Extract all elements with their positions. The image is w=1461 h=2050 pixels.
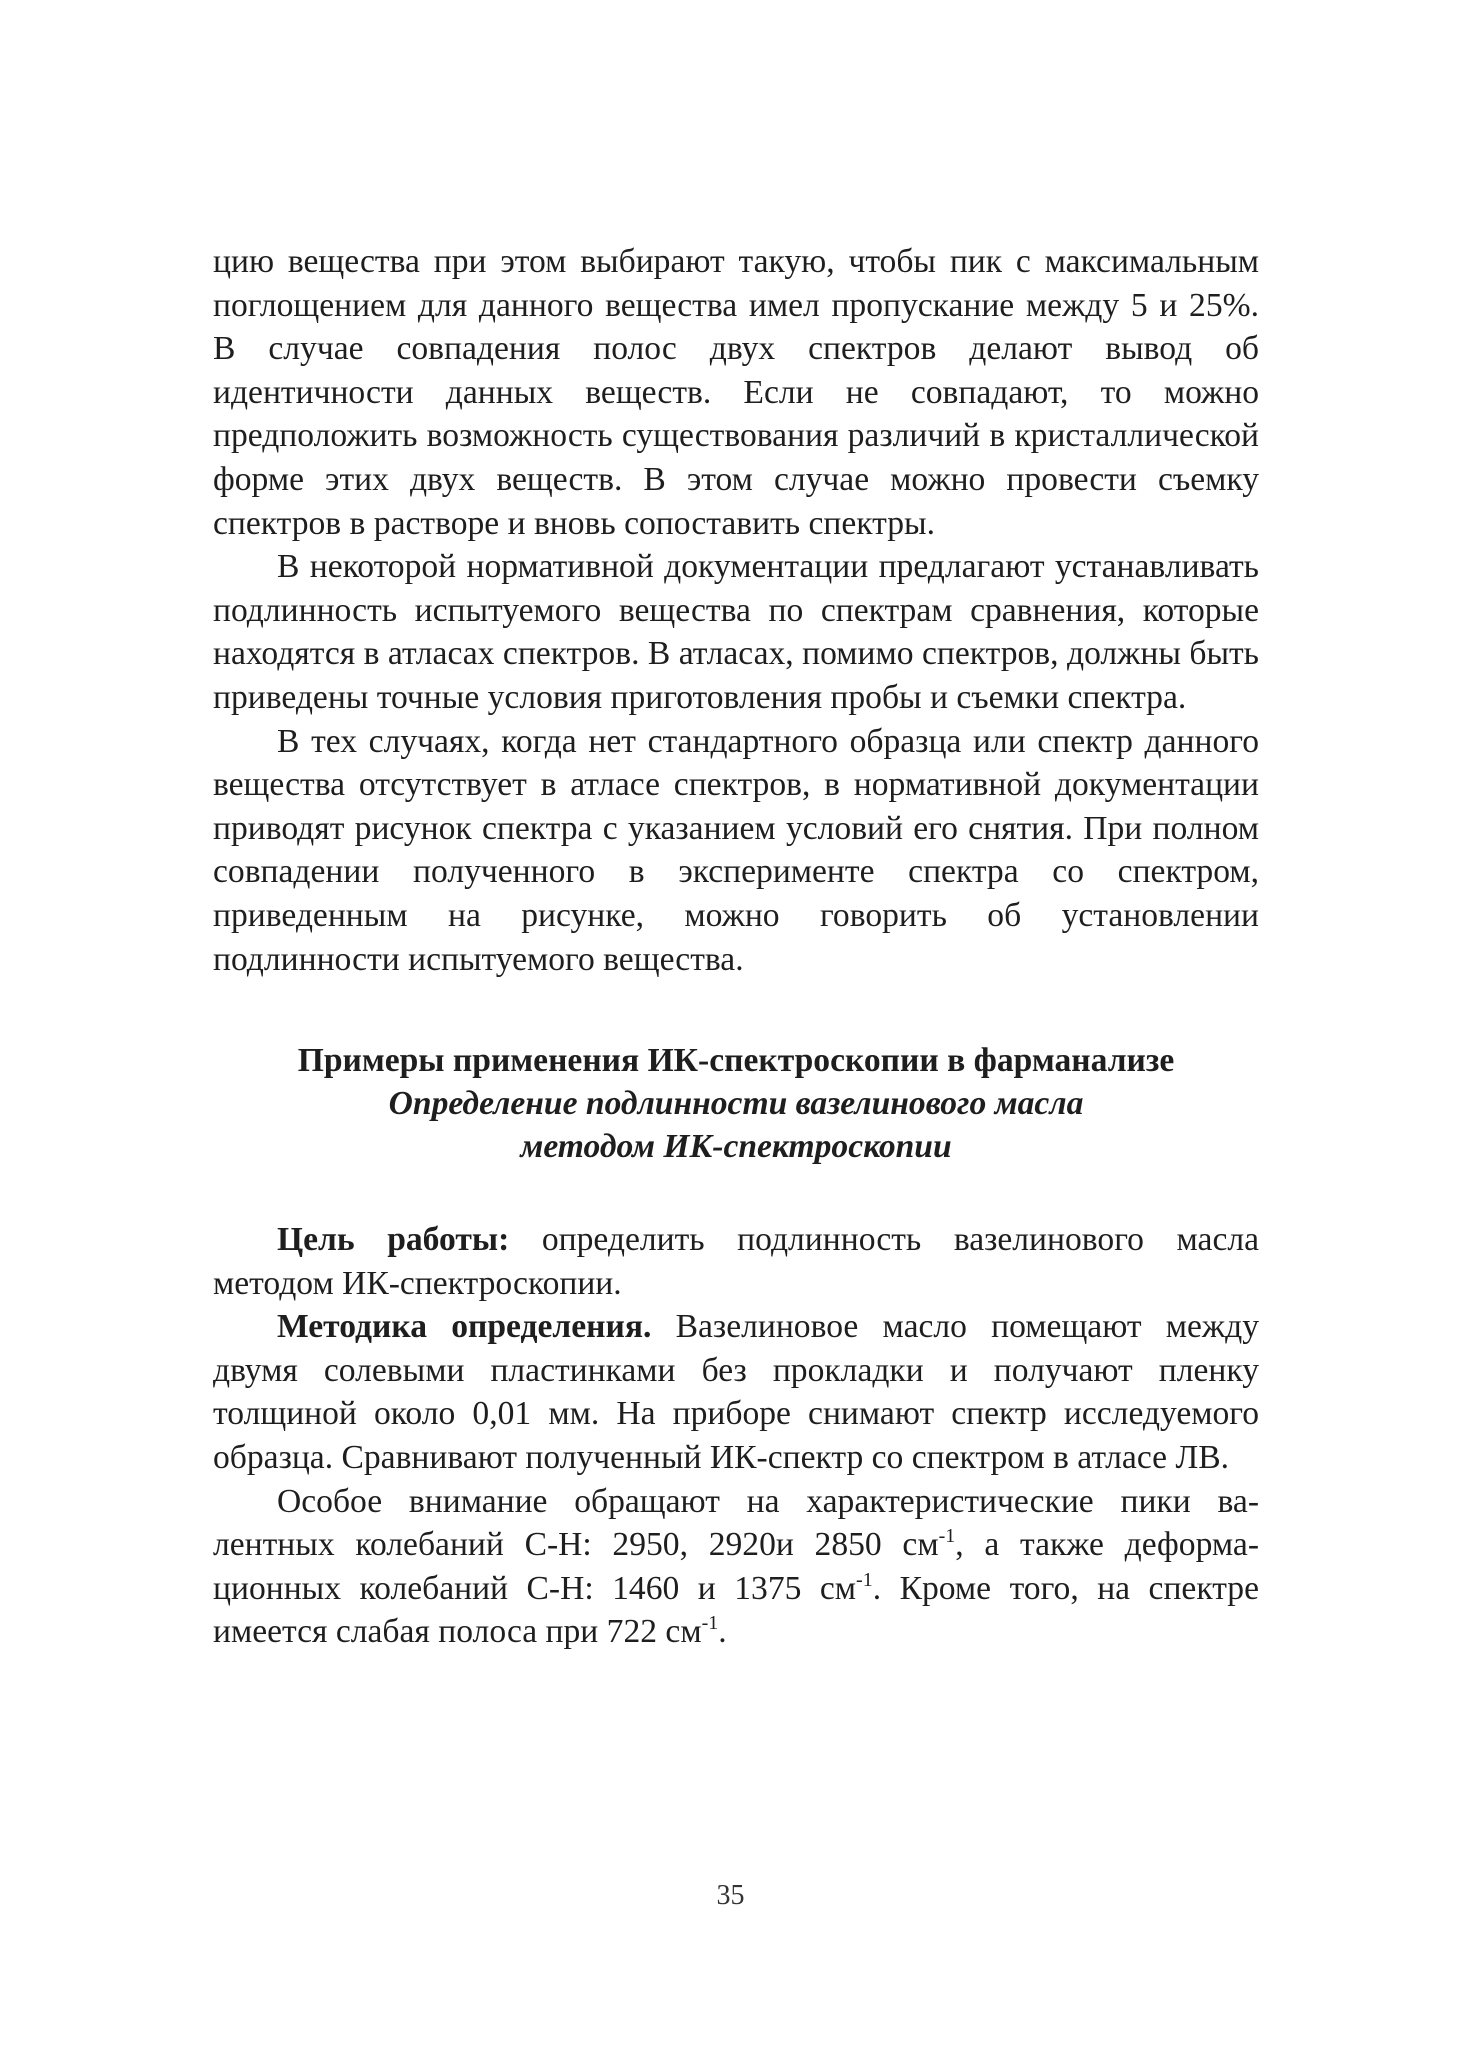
paragraph-peaks (213, 1480, 1259, 1654)
peaks-text-3: . Кроме того, на спектре имеется слабая полоса при 722 см (213, 1569, 1259, 1651)
page-number: 35 (716, 1880, 745, 1911)
subsection-title-line-1: Определение подлинности вазелинового масла (388, 1085, 1084, 1123)
paragraph-method (213, 1305, 1259, 1479)
spacer (213, 1168, 1259, 1218)
peaks-text-4: . (718, 1613, 727, 1651)
peaks-text-1: Особое внимание обращают на характеристические пики валентных колебаний С-Н: 2950, 2920и 2850 см (213, 1482, 1259, 1564)
peaks-superscript-2: -1 (856, 1568, 873, 1591)
paragraph-goal (213, 1218, 1259, 1305)
peaks-superscript-1: -1 (938, 1525, 956, 1548)
paragraph-atlas: В некоторой нормативной документации предлагают устанавливать подлинность испытуемого вещества по спектрам сравнения, которые находятся в атласах спектров. В атласах, помимо спектров, должны быть приведены точные условия приготовления пробы и съемки спектра. (213, 548, 1259, 716)
peaks-superscript-3: -1 (701, 1612, 719, 1635)
goal-text: определить подлинность вазелинового масла методом ИК-спектроскопии. (213, 1221, 1260, 1302)
page-body (213, 240, 1259, 1654)
section-title: Примеры применения ИК-спектроскопии в фарманализе (297, 1042, 1175, 1080)
method-label: Методика определения. (277, 1308, 652, 1346)
subsection-title-line-2: методом ИК-спектроскопии (520, 1128, 952, 1166)
goal-label: Цель работы: (277, 1221, 510, 1259)
paragraph-continuation: цию вещества при этом выбирают такую, чтобы пик с максимальным поглощением для данного вещества имел пропускание между 5 и 25%. В случае совпадения полос двух спектров делают вывод об идентичности данных веществ. Если не совпадают, то можно предположить возможность существования различий в кристаллической форме этих двух веществ. В этом случае можно провести съемку спектров в растворе и вновь сопоставить спектры. (213, 243, 1259, 542)
section-heading (213, 1039, 1259, 1168)
method-text: Вазелиновое масло помещают между двумя солевыми пластинками без прокладки и получают пленку толщиной около 0,01 мм. На приборе снимают спектр исследуемого образца. Сравнивают полученный ИК-спектр со спектром в атласе ЛВ. (213, 1308, 1259, 1477)
peaks-text-2: , а также деформационных колебаний С-Н: 1460 и 1375 см (213, 1526, 1259, 1607)
paragraph-no-standard: В тех случаях, когда нет стандартного образца или спектр данного вещества отсутствует в атласе спектров, в нормативной документации приводят рисунок спектра с указанием условий его снятия. При полном совпадении полученного в эксперименте спектра со спектром, приведенным на рисунке, можно говорить об установлении подлинности испытуемого вещества. (213, 722, 1259, 978)
